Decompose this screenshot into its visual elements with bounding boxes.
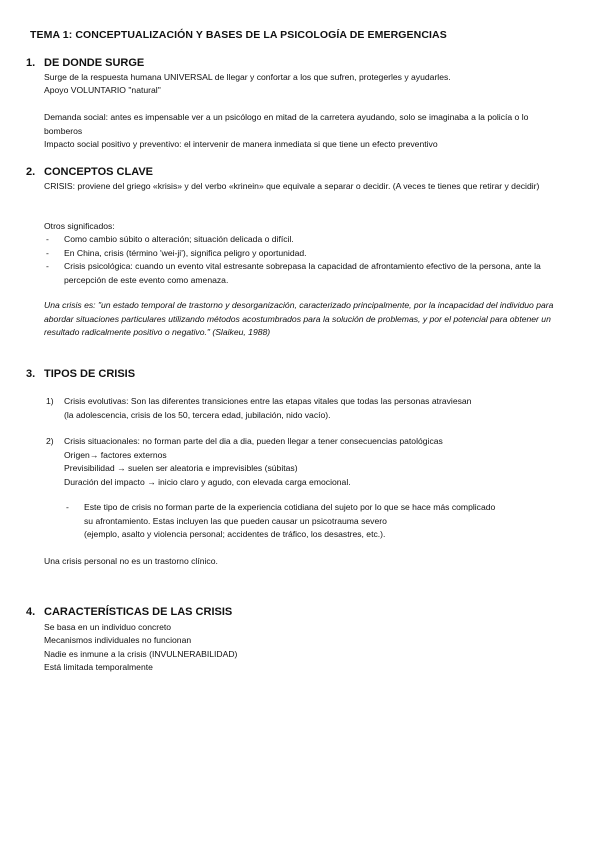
characteristic-line: Nadie es inmune a la crisis (INVULNERABILIDAD) [44,649,238,659]
dash-marker: - [46,261,49,271]
characteristic-line: Está limitada temporalmente [44,662,153,672]
item-marker: 2) [46,436,54,446]
tipo-item-1 [44,395,564,422]
paragraph-demanda: Demanda social: antes es impensable ver a un psicólogo en mitad de la carretera ayudando, solo se imaginaba a la policía o lo bomberos [44,112,529,136]
otros-label: Otros significados: [44,221,115,231]
line: (ejemplo, asalto y violencia personal; accidentes de tráfico, los desastres, etc.). [84,529,386,539]
list-item-text: Crisis psicológica: cuando un evento vital estresante sobrepasa la capacidad de afrontamiento efectivo de la persona, ante la percepción de este evento como amenaza. [64,261,541,285]
document-title: TEMA 1: CONCEPTUALIZACIÓN Y BASES DE LA PSICOLOGÍA DE EMERGENCIAS [30,29,447,41]
paragraph: Apoyo VOLUNTARIO "natural" [44,85,161,95]
paragraph-impacto: Impacto social positivo y preventivo: el intervenir de manera inmediata si que tiene un efecto preventivo [44,139,438,149]
line: Previsibilidad → suelen ser aleatoria e imprevisibles (súbitas) [64,463,298,473]
crisis-quote: Una crisis es: "un estado temporal de trastorno y desorganización, caracterizado principalmente, por la incapacidad del individuo para abordar situaciones particulares utilizando métodos acostumbrados para la solución de problemas, y por el potencial para obtener un resultado radicalmente positivo o negativo." (Slaikeu, 1988) [44,300,554,337]
tipo-item-2 [44,435,564,489]
line: (la adolescencia, crisis de los 50, tercera edad, jubilación, nido vacío). [64,409,331,420]
item-marker: 1) [46,396,54,406]
dash-marker: - [46,247,49,258]
dash-marker: - [46,234,49,244]
section-title: CONCEPTOS CLAVE [44,166,153,178]
dash-marker: - [66,502,69,512]
list-item [44,233,554,247]
line: Crisis evolutivas: Son las diferentes transiciones entre las etapas vitales que todas las personas atraviesan [64,396,472,406]
line: su afrontamiento. Estas incluyen las que pueden causar un psicotrauma severo [84,515,387,526]
section-title: CARACTERÍSTICAS DE LAS CRISIS [44,606,233,618]
list-item [44,260,554,287]
otros-list [44,233,554,287]
section-number: 4. [26,606,36,618]
line: Duración del impacto → inicio claro y agudo, con elevada carga emocional. [64,476,351,487]
line: Crisis situacionales: no forman parte del dia a dia, pueden llegar a tener consecuencias patológicas [64,436,443,446]
line: Origen→ factores externos [64,449,167,460]
section-number: 2. [26,166,36,178]
section-4-heading [26,606,232,618]
characteristic-line: Se basa en un individuo concreto [44,622,172,632]
section-1-heading [26,57,144,69]
section-number: 1. [26,57,36,69]
line: Este tipo de crisis no forman parte de la experiencia cotidiana del sujeto por lo que se hace más complicado [84,502,496,512]
section-title: DE DONDE SURGE [44,57,145,69]
list-item-text: Como cambio súbito o alteración; situación delicada o difícil. [64,234,294,244]
paragraph: Surge de la respuesta humana UNIVERSAL de llegar y confortar a los que sufren, protegerles y ayudarles. [44,72,451,82]
section-number: 3. [26,368,36,380]
characteristic-line: Mecanismos individuales no funcionan [44,635,192,645]
section-title: TIPOS DE CRISIS [44,368,136,380]
sub-bullet-item [64,501,564,542]
crisis-definition: CRISIS: proviene del griego «krisis» y del verbo «krinein» que equivale a separar o decidir. (A veces te tienes que retirar y decidir) [44,181,540,191]
list-item [44,247,554,261]
section-3-heading [26,368,135,380]
section-2-heading [26,166,153,178]
list-item-text: En China, crisis (término 'wei-ji'), significa peligro y oportunidad. [64,247,307,258]
closing-note: Una crisis personal no es un trastorno clínico. [44,556,218,566]
